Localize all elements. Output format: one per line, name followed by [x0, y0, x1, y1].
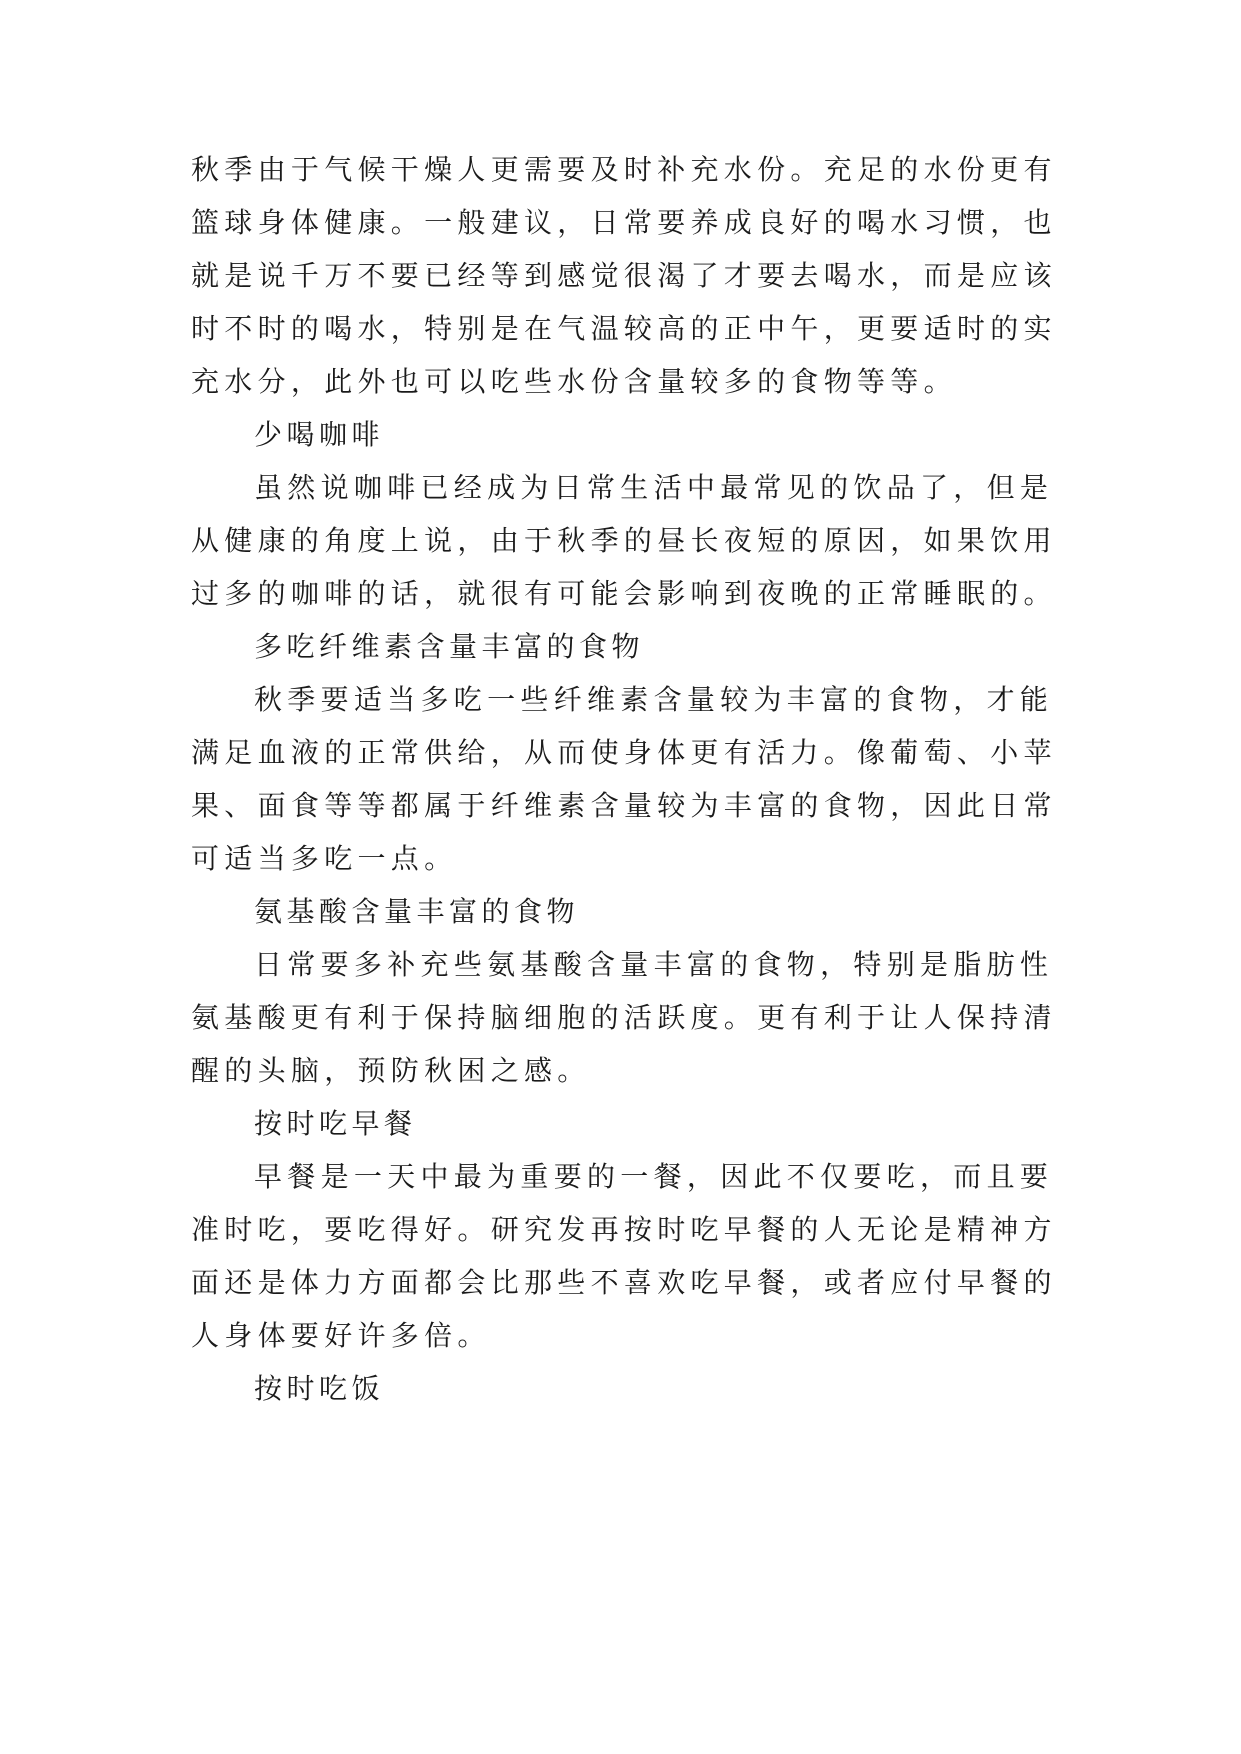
paragraph-first-line: 日常要多补充些氨基酸含量丰富的食物，特别是脂肪性: [254, 948, 1054, 981]
body-text-line: 满足血液的正常供给，从而使身体更有活力。像葡萄、小苹: [191, 736, 1057, 769]
body-text-line: 人身体要好许多倍。: [191, 1319, 491, 1352]
body-text-line: 过多的咖啡的话，就很有可能会影响到夜晚的正常睡眠的。: [191, 577, 1057, 610]
body-text-line: 面还是体力方面都会比那些不喜欢吃早餐，或者应付早餐的: [191, 1266, 1057, 1299]
section-heading: 多吃纤维素含量丰富的食物: [254, 630, 645, 663]
body-text-line: 秋季由于气候干燥人更需要及时补充水份。充足的水份更有: [191, 153, 1057, 186]
section-heading: 少喝咖啡: [254, 418, 385, 451]
paragraph-first-line: 早餐是一天中最为重要的一餐，因此不仅要吃，而且要: [254, 1160, 1054, 1193]
paragraph-first-line: 虽然说咖啡已经成为日常生活中最常见的饮品了，但是: [254, 471, 1054, 504]
body-text-line: 从健康的角度上说，由于秋季的昼长夜短的原因，如果饮用: [191, 524, 1057, 557]
body-text-line: 果、面食等等都属于纤维素含量较为丰富的食物，因此日常: [191, 789, 1057, 822]
body-text-line: 篮球身体健康。一般建议，日常要养成良好的喝水习惯，也: [191, 206, 1057, 239]
body-text-line: 准时吃，要吃得好。研究发再按时吃早餐的人无论是精神方: [191, 1213, 1057, 1246]
section-heading: 按时吃早餐: [254, 1107, 417, 1140]
body-text-line: 可适当多吃一点。: [191, 842, 458, 875]
body-text-line: 充水分，此外也可以吃些水份含量较多的食物等等。: [191, 365, 957, 398]
body-text-line: 氨基酸更有利于保持脑细胞的活跃度。更有利于让人保持清: [191, 1001, 1057, 1034]
body-text-line: 时不时的喝水，特别是在气温较高的正中午，更要适时的实: [191, 312, 1057, 345]
body-text-line: 就是说千万不要已经等到感觉很渴了才要去喝水，而是应该: [191, 259, 1057, 292]
section-heading: 氨基酸含量丰富的食物: [254, 895, 580, 928]
section-heading: 按时吃饭: [254, 1372, 385, 1405]
body-text-line: 醒的头脑，预防秋困之感。: [191, 1054, 591, 1087]
paragraph-first-line: 秋季要适当多吃一些纤维素含量较为丰富的食物，才能: [254, 683, 1054, 716]
